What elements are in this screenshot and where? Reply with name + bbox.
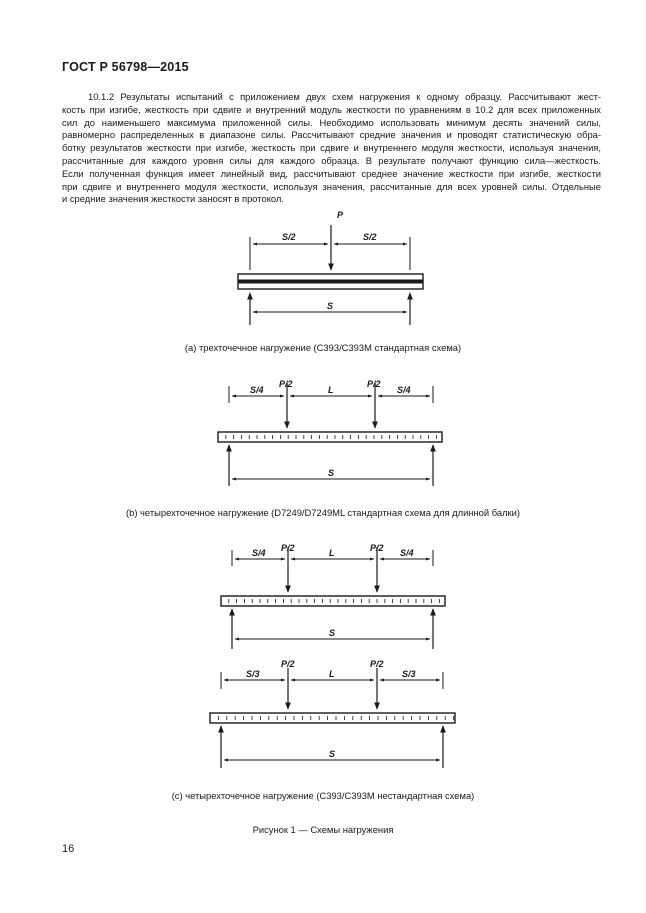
label-p2-right: P/2 [370,659,384,669]
label-s4-left: S/4 [252,548,266,558]
caption-b: (b) четырехточечное нагружение (D7249/D7249ML стандартная схема для длинной балки) [125,507,521,518]
label-span-s: S [329,628,336,638]
label-half-span-left: S/2 [282,232,296,242]
label-span-s: S [329,749,336,759]
label-p2-left: P/2 [279,379,293,389]
page-number: 16 [62,843,75,855]
label-s3-left: S/3 [246,669,260,679]
paragraph-line: Если полученная функция имеет линейный вид, рассчитывают среднее значение жесткости при изгибе, жесткости [62,167,601,179]
caption-c: (с) четырехточечное нагружение (С393/С393М нестандартная схема) [171,790,475,801]
label-half-span-right: S/2 [363,232,377,242]
label-span-s: S [328,468,335,478]
label-l: L [329,669,335,679]
paragraph-line: сил до наименьшего максимума приложенной силы. Необходимо использовать минимум десять значений силы, [62,116,601,128]
label-s4-right: S/4 [397,385,411,395]
document-header: ГОСТ Р 56798—2015 [62,60,189,74]
label-p2-left: P/2 [281,543,295,553]
paragraph-line: и средние значения жесткости заносят в протокол. [62,193,284,205]
paragraph-line: 10.1.2 Результаты испытаний с приложением двух схем нагружения к одному образцу. Рассчитывают жест- [88,91,601,102]
label-l: L [329,548,335,558]
label-load-p: P [337,210,344,220]
label-l: L [328,385,334,395]
paragraph-line: кость при изгибе, жесткость при сдвиге и внутренний модуль жесткости по уравнениям в 10.2 для всех приложенных [62,103,601,115]
label-s3-right: S/3 [402,669,416,679]
label-p2-right: P/2 [370,543,384,553]
label-span-s: S [327,301,334,311]
label-p2-right: P/2 [367,379,381,389]
paragraph-line: равномерно распределенных в диапазоне силы. Рассчитывают средние значения и проводят статистическую обра- [62,129,601,141]
label-p2-left: P/2 [281,659,295,669]
paragraph-line: рассчитанные для каждого уровня силы для каждого образца. В результате получают функцию сила—жесткость. [62,154,601,166]
label-s4-left: S/4 [250,385,264,395]
caption-a: (a) трехточечное нагружение (С393/С393М стандартная схема) [184,342,462,353]
paragraph-line: при сдвиге и внутреннего модуля жесткости, используя значения, рассчитанные для всех уровней силы. Отдельные [62,180,601,192]
paragraph-line: ботку результатов жесткости при изгибе, жесткость при сдвиге и внутреннего модуля жесткости, используя значения, [62,142,601,154]
label-s4-right: S/4 [400,548,414,558]
figure-title: Рисунок 1 — Схемы нагружения [252,824,394,835]
